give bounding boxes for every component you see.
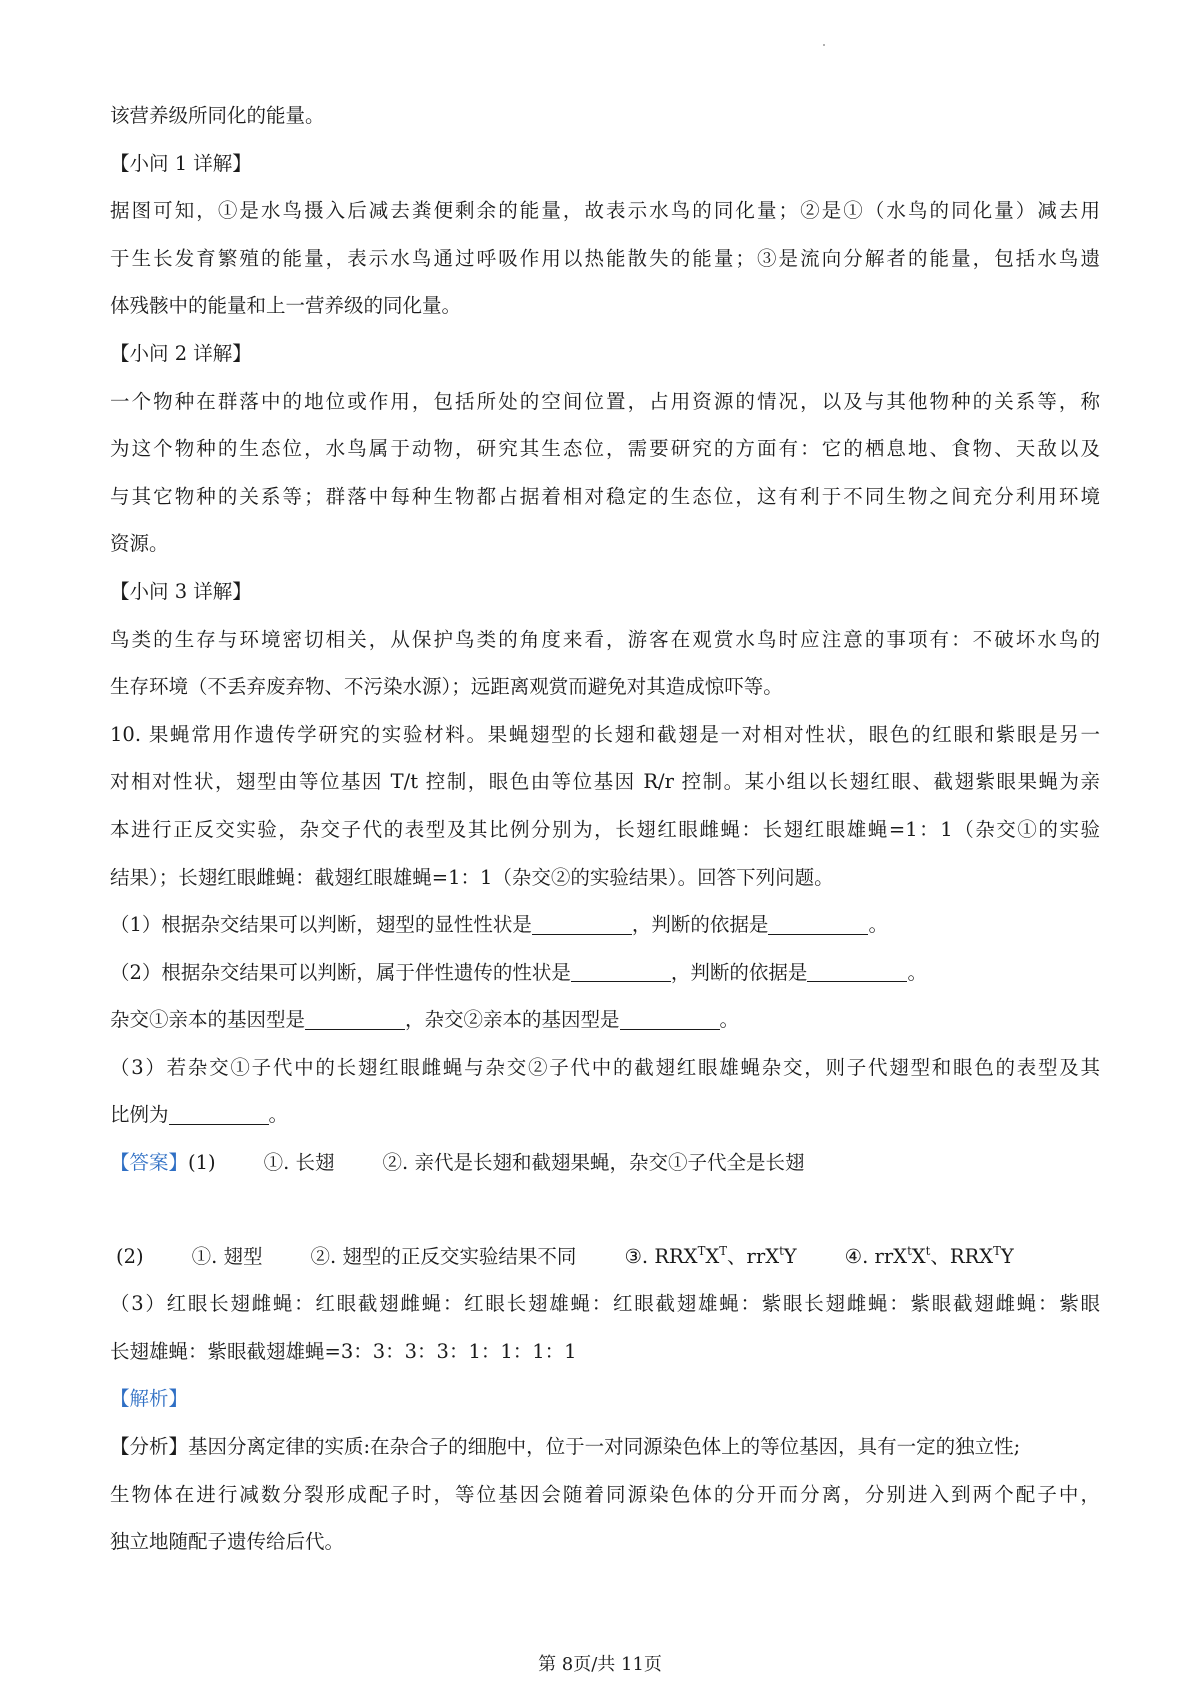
- page-content: [110, 92, 1100, 1566]
- answer-blank: [768, 913, 868, 934]
- analysis-line: 独立地随配子遗传给后代。: [110, 1530, 345, 1554]
- answer-line-1: [110, 1139, 1100, 1187]
- text-line: 该营养级所同化的能量。: [110, 104, 325, 127]
- subquestion-text: ，判断的依据是: [670, 960, 808, 984]
- subquestion-text: ，判断的依据是: [631, 913, 769, 937]
- question-10-line: 结果）；长翅红眼雌蝇：截翅红眼雄蝇=1：1（杂交②的实验结果）。回答下列问题。: [110, 865, 834, 889]
- text-line: 体残骸中的能量和上一营养级的同化量。: [110, 294, 462, 318]
- text-line: 资源。: [110, 532, 169, 556]
- answer-line-2: [110, 1233, 1100, 1281]
- analysis-line: 【分析】基因分离定律的实质:在杂合子的细胞中，位于一对同源染色体上的等位基因，具有一定的独立性;: [110, 1435, 1021, 1459]
- subquestion-text: 比例为: [110, 1103, 169, 1127]
- answer-blank: [169, 1104, 269, 1125]
- answer-blank: [305, 1008, 405, 1029]
- question-10-line: 本进行正反交实验，杂交子代的表型及其比例分别为，长翅红眼雌蝇：长翅红眼雄蝇=1：1（杂交①的实验: [110, 817, 1100, 841]
- subquestion-text: （2）根据杂交结果可以判断，属于伴性遗传的性状是: [110, 960, 571, 984]
- answer-item: ②. 翅型的正反交实验结果不同: [310, 1244, 577, 1268]
- answer-genotype: ④. $rrX^tX^t$、$RRX^TY$: [844, 1243, 1014, 1268]
- page-footer: 第 8页/共 11页: [538, 1654, 662, 1675]
- text-line: 鸟类的生存与环境密切相关，从保护鸟类的角度来看，游客在观赏水鸟时应注意的事项有：不破坏水鸟的: [110, 627, 1100, 651]
- section-heading-q2: 【小问 2 详解】: [110, 341, 252, 365]
- answer-line-3: （3）红眼长翅雌蝇：红眼截翅雌蝇：红眼长翅雄蝇：红眼截翅雄蝇：紫眼长翅雌蝇：紫眼截翅雌蝇：紫眼: [110, 1292, 1100, 1316]
- analysis-sub-label: 【分析】: [110, 1435, 189, 1459]
- answer-blank: [532, 913, 632, 934]
- text-line: 生存环境（不丢弃废弃物、不污染水源）；远距离观赏而避免对其造成惊吓等。: [110, 675, 783, 699]
- subquestion-2: [110, 949, 1100, 997]
- answer-item: ①. 长翅: [263, 1151, 335, 1175]
- spacer: [110, 1187, 1100, 1233]
- subquestion-1: [110, 901, 1100, 949]
- subquestion-text: 。: [868, 913, 888, 937]
- subquestion-2-genotypes: [110, 996, 1100, 1044]
- analysis-label: 【解析】: [110, 1387, 189, 1411]
- answer-blank: [807, 961, 907, 982]
- subquestion-text: （1）根据杂交结果可以判断，翅型的显性性状是: [110, 913, 532, 937]
- answer-item: ①. 翅型: [191, 1244, 263, 1268]
- text-line: 于生长发育繁殖的能量，表示水鸟通过呼吸作用以热能散失的能量；③是流向分解者的能量，包括水鸟遗: [110, 246, 1100, 270]
- answer-number: (1): [188, 1151, 216, 1175]
- answer-number: (2): [116, 1244, 144, 1268]
- subquestion-text: 。: [268, 1103, 289, 1127]
- analysis-line: 生物体在进行减数分裂形成配子时，等位基因会随着同源染色体的分开而分离，分别进入到两个配子中，: [110, 1482, 1100, 1506]
- answer-blank: [620, 1008, 720, 1029]
- text-line: 据图可知，①是水鸟摄入后减去粪便剩余的能量，故表示水鸟的同化量；②是①（水鸟的同化量）减去用: [110, 199, 1100, 223]
- text-line: 为这个物种的生态位，水鸟属于动物，研究其生态位，需要研究的方面有：它的栖息地、食物、天敌以及: [110, 437, 1100, 461]
- section-heading-q1: 【小问 1 详解】: [110, 151, 252, 175]
- text-line: 与其它物种的关系等；群落中每种生物都占据着相对稳定的生态位，这有利于不同生物之间充分利用环境: [110, 484, 1100, 508]
- subquestion-3: （3）若杂交①子代中的长翅红眼雌蝇与杂交②子代中的截翅红眼雄蝇杂交，则子代翅型和眼色的表型及其: [110, 1055, 1100, 1079]
- answer-label: 【答案】: [110, 1151, 189, 1175]
- subquestion-text: 。: [719, 1008, 740, 1032]
- subquestion-text: 杂交①亲本的基因型是: [110, 1008, 306, 1032]
- text-line: 一个物种在群落中的地位或作用，包括所处的空间位置，占用资源的情况，以及与其他物种的关系等，称: [110, 389, 1100, 413]
- answer-genotype: ③. $RRX^TX^T$、rrX$^t$Y: [624, 1243, 797, 1268]
- question-10-line: 10. 果蝇常用作遗传学研究的实验材料。果蝇翅型的长翅和截翅是一对相对性状，眼色的红眼和紫眼是另一: [110, 722, 1100, 746]
- answer-line-3: 长翅雄蝇：紫眼截翅雄蝇=3：3：3：3：1：1：1：1: [110, 1339, 577, 1363]
- subquestion-text: 。: [907, 960, 927, 984]
- answer-item: ②. 亲代是长翅和截翅果蝇，杂交①子代全是长翅: [382, 1151, 805, 1175]
- question-10-line: 对相对性状，翅型由等位基因 T/t 控制，眼色由等位基因 R/r 控制。某小组以长翅红眼、截翅紫眼果蝇为亲: [110, 770, 1100, 794]
- section-heading-q3: 【小问 3 详解】: [110, 579, 252, 603]
- subquestion-3-end: [110, 1091, 1100, 1139]
- scan-dot: [823, 44, 825, 46]
- answer-blank: [571, 961, 671, 982]
- subquestion-text: ，杂交②亲本的基因型是: [405, 1008, 620, 1032]
